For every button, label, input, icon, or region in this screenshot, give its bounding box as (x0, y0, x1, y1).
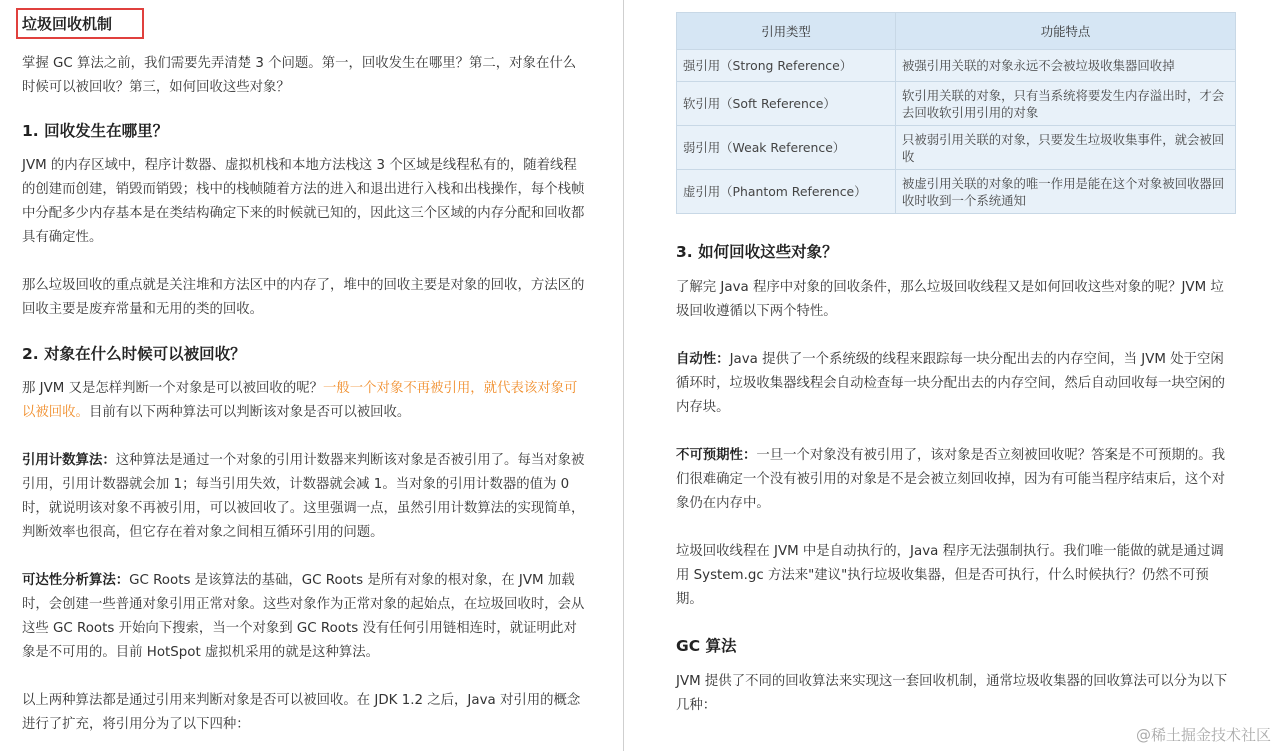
table-cell: 软引用关联的对象，只有当系统将要发生内存溢出时，才会去回收软引用引用的对象 (896, 82, 1236, 126)
judge-text-b: 目前有以下两种算法可以判断该对象是否可以被回收。 (88, 405, 411, 420)
unpredictable-text: 一旦一个对象没有被引用了，该对象是否立刻被回收呢？答案是不可预期的。我们很难确定一个没有被引用的对象是不是会被立刻回收掉，因为有可能当程序结束后，这个对象仍在内存中。 (676, 448, 1226, 511)
table-cell: 强引用（Strong Reference） (677, 50, 896, 82)
automatic-text: Java 提供了一个系统级的线程来跟踪每一块分配出去的内存空间，当 JVM 处于空闲循环时，垃圾收集器线程会自动检查每一块分配出去的内存空间，然后自动回收每一块空闲的内存块。 (676, 352, 1226, 415)
reachability-label: 可达性分析算法： (22, 573, 130, 588)
paragraph-heap-focus: 那么垃圾回收的重点就是关注堆和方法区中的内存了，堆中的回收主要是对象的回收，方法区的回收主要是废弃常量和无用的类的回收。 (22, 278, 585, 317)
heading-when: 2. 对象在什么时候可以被回收？ (22, 345, 246, 363)
table-cell: 软引用（Soft Reference） (677, 82, 896, 126)
paragraph-gc-algorithms: JVM 提供了不同的回收算法来实现这一套回收机制，通常垃圾收集器的回收算法可以分为以下几种： (676, 674, 1228, 713)
paragraph-unpredictable (676, 444, 1235, 516)
table-cell: 弱引用（Weak Reference） (677, 126, 896, 170)
reference-types-table (676, 12, 1236, 214)
ref-counting-label: 引用计数算法： (22, 453, 116, 468)
automatic-label: 自动性： (676, 352, 730, 367)
table-cell: 被虚引用关联的对象的唯一作用是能在这个对象被回收器回收时收到一个系统通知 (896, 170, 1236, 214)
paragraph-automatic (676, 348, 1235, 420)
right-page (628, 0, 1279, 751)
page-divider (623, 0, 624, 751)
table-header-cell: 功能特点 (896, 13, 1236, 50)
table-row (677, 82, 1236, 126)
table-row (677, 170, 1236, 214)
paragraph-judge (22, 377, 588, 425)
paragraph-reachability (22, 569, 588, 665)
table-header-row (677, 13, 1236, 50)
paragraph-ref-counting (22, 449, 588, 545)
ref-counting-text: 这种算法是通过一个对象的引用计数器来判断该对象是否被引用了。每当对象被引用，引用计数器就会加 1；每当引用失效，计数器就会减 1。当对象的引用计数器的值为 0 时，就说明该对象不再被引用，可以被回收了。这里强调一点，虽然引用计数算法的实现简单，判断效率也很高，但它存在着对象之间相互循环引用的问题。 (22, 453, 585, 540)
table-cell: 只被弱引用关联的对象，只要发生垃圾收集事件，就会被回收 (896, 126, 1236, 170)
heading-gc-algorithms: GC 算法 (676, 637, 737, 655)
paragraph-how-intro: 了解完 Java 程序中对象的回收条件，那么垃圾回收线程又是如何回收这些对象的呢？JVM 垃圾回收遵循以下两个特性。 (676, 280, 1224, 319)
paragraph-memory-areas: JVM 的内存区域中，程序计数器、虚拟机栈和本地方法栈这 3 个区域是线程私有的，随着线程的创建而创建，销毁而销毁；栈中的栈帧随着方法的进入和退出进行入栈和出栈操作，每个栈帧中分配多少内存基本是在类结构确定下来的时候就已知的，因此这三个区域的内存分配和回收都具有确定性。 (22, 158, 585, 245)
unpredictable-label: 不可预期性： (676, 448, 757, 463)
section-title-box: 垃圾回收机制 (16, 8, 144, 39)
judge-text-a: 那 JVM 又是怎样判断一个对象是可以被回收的呢？ (22, 381, 323, 396)
table-row (677, 50, 1236, 82)
table-header-cell: 引用类型 (677, 13, 896, 50)
paragraph-system-gc: 垃圾回收线程在 JVM 中是自动执行的，Java 程序无法强制执行。我们唯一能做的就是通过调用 System.gc 方法来"建议"执行垃圾收集器，但是否可执行，什么时候执行？仍然不可预期。 (676, 544, 1224, 607)
table-cell: 虚引用（Phantom Reference） (677, 170, 896, 214)
intro-paragraph: 掌握 GC 算法之前，我们需要先弄清楚 3 个问题。第一，回收发生在哪里？第二，对象在什么时候可以被回收？第三，如何回收这些对象？ (22, 56, 577, 95)
left-page (0, 0, 608, 751)
heading-how: 3. 如何回收这些对象？ (676, 243, 838, 261)
table-cell: 被强引用关联的对象永远不会被垃圾收集器回收掉 (896, 50, 1236, 82)
paragraph-reference-types-intro: 以上两种算法都是通过引用来判断对象是否可以被回收。在 JDK 1.2 之后，Java 对引用的概念进行了扩充，将引用分为了以下四种： (22, 693, 581, 732)
heading-where: 1. 回收发生在哪里？ (22, 122, 169, 140)
watermark: @稀土掘金技术社区 (1135, 726, 1271, 744)
reachability-text: GC Roots 是该算法的基础，GC Roots 是所有对象的根对象，在 JVM 加载时，会创建一些普通对象引用正常对象。这些对象作为正常对象的起始点，在垃圾回收时，会从这些 GC Roots 开始向下搜索，当一个对象到 GC Roots 没有任何引用链相连时，就证明此对象是不可用的。目前 HotSpot 虚拟机采用的就是这种算法。 (22, 573, 585, 660)
judge-highlight: 一般一个对象不再被引用，就代表该对象可以被回收。 (22, 381, 578, 420)
table-row (677, 126, 1236, 170)
